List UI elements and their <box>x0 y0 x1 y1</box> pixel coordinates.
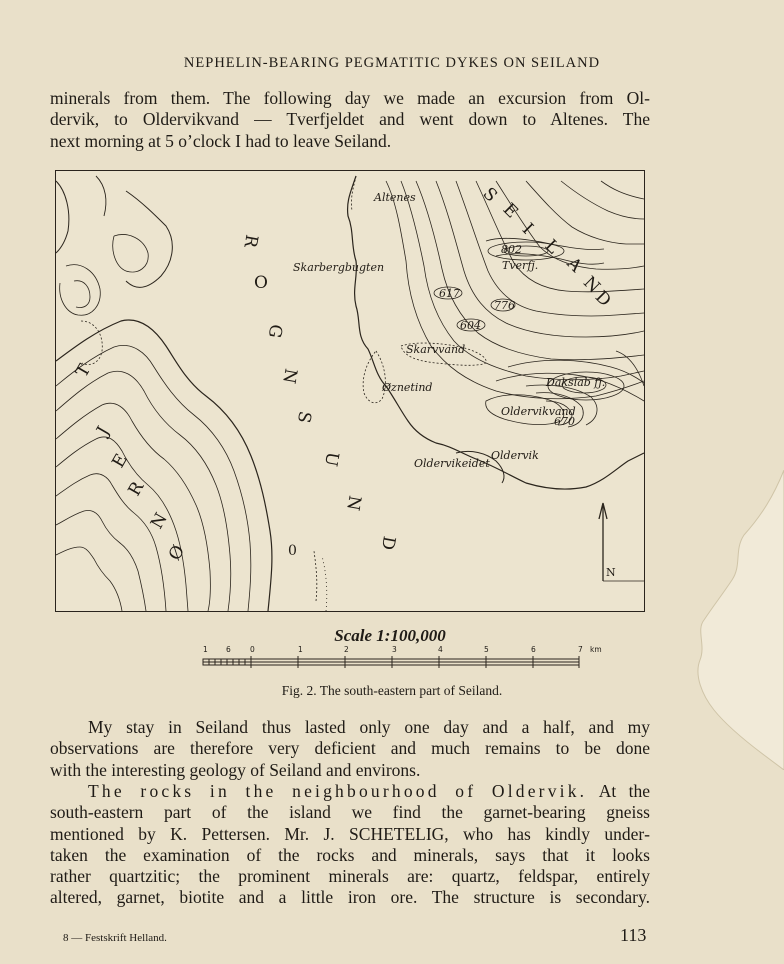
seiland-letter: L <box>540 235 563 259</box>
running-head: NEPHELIN‑BEARING PEGMATITIC DYKES ON SEILAND <box>183 55 601 71</box>
stjerno-letter: J <box>93 423 114 439</box>
stjerno-letter: R <box>124 478 149 500</box>
stjerno-letter: N <box>147 509 172 533</box>
scale-tick: 6 <box>226 645 231 654</box>
text-line: mentioned by K. Pettersen. Mr. J. SCHETELIG, who has kindly under‑ <box>50 823 650 844</box>
map-label-tverfj: Tverfj. <box>502 259 539 272</box>
map-label-altenes: Altenes <box>374 191 416 204</box>
text-line: taken the examination of the rocks and minerals, says that it looks <box>50 844 650 865</box>
seiland-letter: N <box>579 272 604 298</box>
text-line <box>50 781 650 802</box>
stjerno-letter: E <box>108 450 132 472</box>
text-line: rather quartzitic; the prominent minerals are: quartz, feldspar, entirely <box>50 866 650 887</box>
rognsund-letter: N <box>278 366 301 386</box>
map-label-skarbergbugten: Skarbergbugten <box>293 261 385 274</box>
scale-tick: 4 <box>438 645 443 654</box>
rognsund-letter: D <box>376 534 399 552</box>
map-label-zero: 0 <box>288 543 297 559</box>
footer-signature: 8 — Festskrift Helland. <box>63 932 167 944</box>
map-label-north: N <box>606 566 616 579</box>
map-label-oldervikeidet: Oldervikeidet <box>414 457 490 470</box>
seiland-letter: E <box>498 199 522 223</box>
text-line: dervik, to Oldervikvand — Tverfjeldet and went down to Altenes. The <box>50 109 650 130</box>
text-line: next morning at 5 o’clock I had to leave Seiland. <box>50 130 392 151</box>
map-label-617: 617 <box>439 287 460 300</box>
figure-caption: Fig. 2. The south‑eastern part of Seiland. <box>281 683 503 698</box>
scale-tick: 2 <box>344 645 349 654</box>
rognsund-letter: G <box>263 322 286 340</box>
rognsund-letter: O <box>254 273 268 293</box>
map-label-oznetind: Øznetind <box>382 381 433 394</box>
seiland-letter: D <box>590 287 615 311</box>
map-figure <box>55 170 645 612</box>
scale-tick: 6 <box>531 645 536 654</box>
scale-tick: 3 <box>392 645 397 654</box>
scale-tick: 7 <box>578 645 583 654</box>
section-lead: At the <box>598 781 650 801</box>
text-line: south‑eastern part of the island we find the garnet‑bearing gneiss <box>50 802 650 823</box>
scale-tick: 0 <box>250 645 255 654</box>
scale-tick: km <box>590 645 602 654</box>
map-label-802: 802 <box>501 243 522 256</box>
torn-edge <box>644 470 784 770</box>
seiland-letter: S <box>478 183 502 207</box>
map-label-776: 776 <box>494 299 515 312</box>
scale-title: Scale 1:100,000 <box>334 626 446 645</box>
scale-bar <box>200 655 585 671</box>
section-heading: The rocks in the neighbourhood of Oldervik. <box>88 781 588 801</box>
text-line: altered, garnet, biotite and a little iron ore. The structure is secondary. <box>50 887 650 908</box>
text-line: with the interesting geology of Seiland and environs. <box>50 759 421 780</box>
text-line: minerals from them. The following day we made an excursion from Ol‑ <box>50 88 650 108</box>
map-label-670: 670 <box>554 415 575 428</box>
rognsund-letter: U <box>320 450 343 468</box>
seiland-letter: I <box>517 219 537 239</box>
map-label-oldervik: Oldervik <box>491 449 539 462</box>
map-label-dakslab: Dakslab fj. <box>546 376 606 389</box>
map-label-604: 604 <box>460 319 481 332</box>
page-number: 113 <box>620 925 647 945</box>
map-label-skarvvand: Skarvvand <box>406 343 466 356</box>
rognsund-letter: N <box>342 493 365 513</box>
seiland-letter: A <box>562 253 586 277</box>
stjerno-letter: Ø <box>164 541 190 565</box>
map-label-oldervikvand: Oldervikvand <box>501 405 576 418</box>
text-line: My stay in Seiland thus lasted only one day and a half, and my <box>88 717 650 737</box>
text-line: observations are therefore very deficient and much remains to be done <box>50 738 650 759</box>
rognsund-letter: R <box>239 232 262 250</box>
scale-tick: 1 <box>203 645 208 654</box>
stjerno-letter: T <box>72 361 96 381</box>
section-paragraph <box>50 781 650 909</box>
scale-tick: 5 <box>484 645 489 654</box>
body-paragraph <box>50 717 650 781</box>
scale-tick: 1 <box>298 645 303 654</box>
intro-paragraph <box>50 88 650 152</box>
rognsund-letter: S <box>292 409 315 425</box>
